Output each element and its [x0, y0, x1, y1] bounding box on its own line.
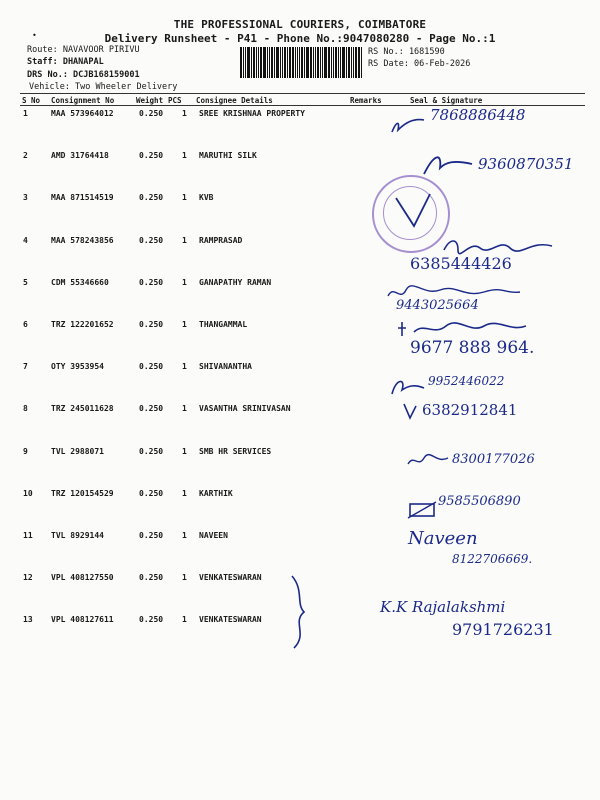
barcode-bar: [333, 47, 334, 78]
row-consignment-no: VPL 408127550: [51, 573, 114, 583]
barcode-bar: [299, 47, 300, 78]
signature-scribble-1: [388, 114, 428, 136]
barcode-bar: [295, 47, 296, 78]
row-consignee: VASANTHA SRINIVASAN: [199, 404, 291, 414]
row-consignee: NAVEEN: [199, 531, 228, 540]
signature-name-11: Naveen: [408, 528, 478, 549]
barcode-bar: [260, 47, 262, 78]
row-consignee: KARTHIK: [199, 488, 233, 498]
row-pcs: 1: [182, 573, 187, 583]
row-weight: 0.250: [139, 109, 164, 118]
row-sno: 11: [23, 531, 33, 540]
row-sno: 3: [23, 193, 28, 203]
signature-phone-10: 9585506890: [438, 494, 521, 509]
barcode-bar: [263, 47, 266, 78]
header-top-rule: [20, 93, 585, 94]
table-row: [0, 362, 600, 404]
barcode-bar: [328, 47, 330, 78]
row-weight: 0.250: [139, 193, 164, 203]
row-consignment-no: TVL 8929144: [51, 531, 104, 540]
row-weight: 0.250: [139, 488, 164, 498]
barcode-bar: [245, 47, 246, 78]
row-weight: 0.250: [139, 446, 164, 456]
row-consignee: SMB HR SERVICES: [199, 446, 272, 456]
barcode-bar: [269, 47, 270, 78]
row-sno: 7: [23, 362, 28, 372]
signature-scribble-2: [420, 150, 480, 180]
route-label: Route: NAVAVOOR PIRIVU: [27, 45, 140, 55]
column-header-remarks: Remarks: [350, 96, 382, 105]
signature-phone-5: 9443025664: [396, 298, 479, 313]
barcode-bar: [251, 47, 252, 78]
barcode-bar: [267, 47, 268, 78]
barcode-bar: [358, 47, 360, 78]
barcode-image: [240, 47, 363, 78]
barcode-bar: [276, 47, 279, 78]
column-header-seal: Seal & Signature: [410, 96, 483, 105]
row-consignee: MARUTHI SILK: [199, 151, 257, 161]
drs-number: DRS No.: DCJB168159001: [27, 70, 140, 80]
row-sno: 13: [23, 615, 33, 625]
barcode-bar: [243, 47, 244, 78]
row-weight: 0.250: [139, 573, 164, 583]
barcode-bar: [346, 47, 347, 78]
column-header-pcs: PCS: [168, 96, 182, 105]
column-header-sno: S No: [22, 96, 41, 105]
row-consignee: RAMPRASAD: [199, 235, 243, 245]
row-consignee: THANGAMMAL: [199, 320, 248, 329]
barcode-bar: [351, 47, 352, 78]
row-weight: 0.250: [139, 151, 164, 161]
barcode-bar: [348, 47, 350, 78]
barcode-bar: [297, 47, 298, 78]
row-consignment-no: CDM 55346660: [51, 277, 109, 287]
row-consignee: KVB: [199, 193, 214, 203]
signature-phone-8b: 6382912841: [422, 401, 518, 419]
row-consignment-no: TRZ 120154529: [51, 488, 114, 498]
row-sno: 10: [23, 488, 33, 498]
row-weight: 0.250: [139, 615, 164, 625]
row-weight: 0.250: [139, 235, 164, 245]
signature-name-13: K.K Rajalakshmi: [380, 598, 506, 616]
barcode-bar: [240, 47, 242, 78]
barcode-bar: [280, 47, 281, 78]
row-pcs: 1: [182, 531, 187, 540]
signature-scribble-6: [394, 318, 534, 340]
row-pcs: 1: [182, 446, 187, 456]
barcode-bar: [324, 47, 327, 78]
barcode-bar: [322, 47, 323, 78]
barcode-bar: [317, 47, 319, 78]
signature-scribble-10: [406, 498, 440, 522]
barcode-bar: [353, 47, 354, 78]
column-header-consignment: Consignment No: [51, 96, 115, 105]
barcode-bar: [301, 47, 303, 78]
barcode-bar: [335, 47, 337, 78]
barcode-bar: [256, 47, 257, 78]
signature-scribble-9: [404, 450, 452, 472]
barcode-bar: [304, 47, 305, 78]
column-header-weight: Weight: [136, 96, 164, 105]
row-consignment-no: MAA 871514519: [51, 193, 114, 203]
signature-phone-8a: 9952446022: [428, 374, 505, 388]
row-pcs: 1: [182, 615, 187, 625]
row-sno: 1: [23, 109, 28, 118]
document-subtitle: Delivery Runsheet - P41 - Phone No.:9047080280 - Page No.:1: [104, 32, 496, 45]
row-consignment-no: AMD 31764418: [51, 151, 109, 161]
row-weight: 0.250: [139, 404, 164, 414]
barcode-bar: [313, 47, 314, 78]
row-consignee: GANAPATHY RAMAN: [199, 277, 272, 287]
barcode-bar: [338, 47, 339, 78]
barcode-bar: [284, 47, 286, 78]
rs-date: RS Date: 06-Feb-2026: [368, 59, 471, 69]
signature-phone-9: 8300177026: [452, 452, 535, 467]
header-mark: •: [32, 31, 37, 40]
rs-number: RS No.: 1681590: [368, 47, 445, 57]
barcode-bar: [274, 47, 275, 78]
table-row: [0, 193, 600, 235]
row-sno: 8: [23, 404, 28, 414]
row-sno: 12: [23, 573, 33, 583]
row-sno: 4: [23, 235, 28, 245]
row-pcs: 1: [182, 109, 187, 118]
row-weight: 0.250: [139, 362, 164, 372]
barcode-bar: [315, 47, 316, 78]
signature-phone-11: 8122706669.: [452, 552, 533, 566]
barcode-bar: [258, 47, 259, 78]
barcode-bar: [361, 47, 362, 78]
barcode-bar: [253, 47, 255, 78]
barcode-bar: [289, 47, 291, 78]
row-sno: 2: [23, 151, 28, 161]
row-weight: 0.250: [139, 277, 164, 287]
row-consignee: SREE KRISHNAA PROPERTY: [199, 109, 305, 118]
row-weight: 0.250: [139, 320, 164, 329]
row-sno: 9: [23, 446, 28, 456]
row-weight: 0.250: [139, 531, 164, 540]
vehicle-label: Vehicle: Two Wheeler Delivery: [29, 82, 178, 92]
row-pcs: 1: [182, 151, 187, 161]
barcode-bar: [331, 47, 332, 78]
signature-phone-4: 6385444426: [410, 254, 512, 273]
barcode-bar: [342, 47, 345, 78]
barcode-bar: [247, 47, 250, 78]
row-pcs: 1: [182, 488, 187, 498]
barcode-bar: [287, 47, 288, 78]
signature-phone-13: 9791726231: [452, 620, 554, 639]
row-pcs: 1: [182, 404, 187, 414]
row-consignee: SHIVANANTHA: [199, 362, 252, 372]
column-header-consignee: Consignee Details: [196, 96, 273, 105]
barcode-bar: [355, 47, 357, 78]
barcode-bar: [306, 47, 309, 78]
row-consignee: VENKATESWARAN: [199, 615, 262, 625]
signature-phone-1: 7868886448: [430, 106, 526, 124]
staff-label: Staff: DHANAPAL: [27, 57, 104, 67]
row-consignment-no: VPL 408127611: [51, 615, 114, 625]
row-pcs: 1: [182, 277, 187, 287]
document-title: THE PROFESSIONAL COURIERS, COIMBATORE: [173, 18, 427, 31]
row-sno: 6: [23, 320, 28, 329]
barcode-bar: [320, 47, 321, 78]
signature-scribble-8b: [400, 400, 420, 422]
row-pcs: 1: [182, 235, 187, 245]
row-pcs: 1: [182, 320, 187, 329]
row-pcs: 1: [182, 193, 187, 203]
stamp-signature-mark: [392, 190, 438, 234]
signature-phone-6: 9677 888 964.: [410, 338, 535, 358]
barcode-bar: [271, 47, 273, 78]
row-consignment-no: MAA 578243856: [51, 235, 114, 245]
barcode-bar: [292, 47, 295, 78]
row-consignment-no: OTY 3953954: [51, 362, 104, 372]
row-consignment-no: TRZ 122201652: [51, 320, 114, 329]
signature-scribble-8a: [388, 376, 428, 400]
barcode-bar: [282, 47, 283, 78]
row-sno: 5: [23, 277, 28, 287]
bracket-scribble-12-13: [286, 574, 312, 652]
row-consignment-no: MAA 573964012: [51, 109, 114, 118]
barcode-bar: [340, 47, 341, 78]
row-consignment-no: TVL 2988071: [51, 446, 104, 456]
barcode-bar: [310, 47, 312, 78]
signature-phone-2: 9360870351: [478, 155, 574, 173]
row-consignee: VENKATESWARAN: [199, 573, 262, 583]
row-consignment-no: TRZ 245011628: [51, 404, 114, 414]
row-pcs: 1: [182, 362, 187, 372]
